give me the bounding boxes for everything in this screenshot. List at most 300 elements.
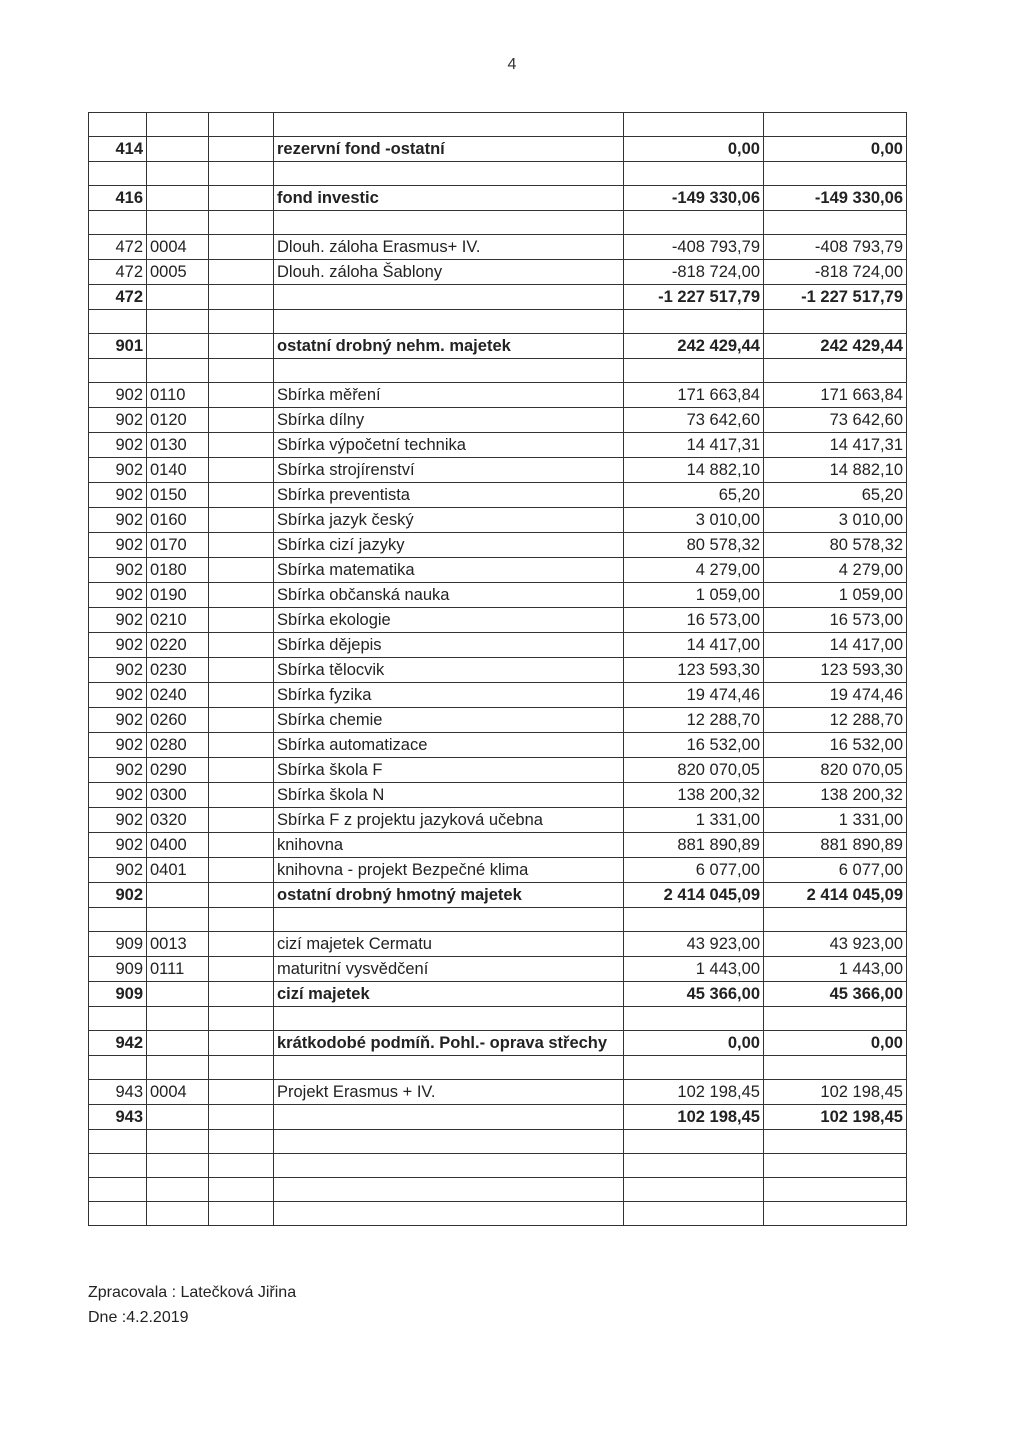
amount-cell	[764, 310, 907, 334]
amount-cell: 1 059,00	[624, 583, 764, 608]
account-cell: 902	[89, 383, 147, 408]
blank-row	[89, 1007, 907, 1031]
account-cell: 909	[89, 932, 147, 957]
description-cell: knihovna - projekt Bezpečné klima	[274, 858, 624, 883]
account-cell: 902	[89, 483, 147, 508]
empty-cell	[209, 211, 274, 235]
table-row	[89, 260, 907, 285]
amount-cell	[624, 359, 764, 383]
description-cell	[274, 1056, 624, 1080]
description-cell: Sbírka automatizace	[274, 733, 624, 758]
amount-cell: 138 200,32	[764, 783, 907, 808]
amount-cell: 16 532,00	[764, 733, 907, 758]
description-cell	[274, 1130, 624, 1154]
description-cell	[274, 211, 624, 235]
account-cell: 942	[89, 1031, 147, 1056]
amount-cell: 0,00	[624, 137, 764, 162]
empty-cell	[209, 982, 274, 1007]
amount-cell	[764, 908, 907, 932]
subaccount-cell: 0400	[147, 833, 209, 858]
subaccount-cell	[147, 1154, 209, 1178]
account-cell: 901	[89, 334, 147, 359]
total-row	[89, 186, 907, 211]
description-cell: Sbírka škola F	[274, 758, 624, 783]
table-row	[89, 932, 907, 957]
subaccount-cell: 0401	[147, 858, 209, 883]
amount-cell: -1 227 517,79	[764, 285, 907, 310]
description-cell	[274, 908, 624, 932]
empty-cell	[209, 833, 274, 858]
amount-cell: -149 330,06	[764, 186, 907, 211]
account-cell	[89, 1007, 147, 1031]
description-cell: fond investic	[274, 186, 624, 211]
empty-cell	[209, 558, 274, 583]
amount-cell: 1 331,00	[764, 808, 907, 833]
amount-cell: 14 417,00	[624, 633, 764, 658]
description-cell	[274, 1154, 624, 1178]
empty-cell	[209, 1130, 274, 1154]
account-cell: 902	[89, 758, 147, 783]
subaccount-cell	[147, 137, 209, 162]
amount-cell: 0,00	[764, 1031, 907, 1056]
empty-cell	[209, 260, 274, 285]
description-cell	[274, 285, 624, 310]
amount-cell	[764, 1154, 907, 1178]
empty-cell	[209, 334, 274, 359]
subaccount-cell: 0120	[147, 408, 209, 433]
amount-cell: -149 330,06	[624, 186, 764, 211]
subaccount-cell	[147, 1031, 209, 1056]
amount-cell: 820 070,05	[624, 758, 764, 783]
subaccount-cell	[147, 1007, 209, 1031]
description-cell: Sbírka dílny	[274, 408, 624, 433]
table-row	[89, 458, 907, 483]
account-cell	[89, 162, 147, 186]
document-date: Dne :4.2.2019	[88, 1309, 189, 1326]
subaccount-cell: 0150	[147, 483, 209, 508]
amount-cell: 14 417,31	[764, 433, 907, 458]
description-cell: maturitní vysvědčení	[274, 957, 624, 982]
description-cell: knihovna	[274, 833, 624, 858]
amount-cell: -408 793,79	[764, 235, 907, 260]
table-row	[89, 558, 907, 583]
amount-cell	[764, 359, 907, 383]
account-cell: 943	[89, 1080, 147, 1105]
blank-row	[89, 1178, 907, 1202]
total-row	[89, 982, 907, 1007]
account-cell: 902	[89, 783, 147, 808]
blank-row	[89, 310, 907, 334]
table-row	[89, 683, 907, 708]
amount-cell: 1 443,00	[624, 957, 764, 982]
total-row	[89, 1105, 907, 1130]
amount-cell	[764, 1202, 907, 1226]
description-cell: cizí majetek	[274, 982, 624, 1007]
table-row	[89, 533, 907, 558]
ledger-table	[88, 112, 907, 1226]
empty-cell	[209, 458, 274, 483]
table-row	[89, 235, 907, 260]
empty-cell	[209, 957, 274, 982]
account-cell: 902	[89, 533, 147, 558]
amount-cell: 2 414 045,09	[624, 883, 764, 908]
description-cell: Sbírka F z projektu jazyková učebna	[274, 808, 624, 833]
empty-cell	[209, 1202, 274, 1226]
amount-cell: 80 578,32	[764, 533, 907, 558]
description-cell: Sbírka matematika	[274, 558, 624, 583]
amount-cell: 4 279,00	[764, 558, 907, 583]
account-cell	[89, 1202, 147, 1226]
description-cell	[274, 1202, 624, 1226]
account-cell: 902	[89, 858, 147, 883]
amount-cell: 43 923,00	[764, 932, 907, 957]
amount-cell: 820 070,05	[764, 758, 907, 783]
description-cell: Sbírka měření	[274, 383, 624, 408]
empty-cell	[209, 858, 274, 883]
subaccount-cell	[147, 1105, 209, 1130]
amount-cell: 6 077,00	[764, 858, 907, 883]
empty-cell	[209, 408, 274, 433]
description-cell: rezervní fond -ostatní	[274, 137, 624, 162]
empty-cell	[209, 683, 274, 708]
blank-row	[89, 162, 907, 186]
amount-cell: -818 724,00	[764, 260, 907, 285]
account-cell: 902	[89, 408, 147, 433]
subaccount-cell: 0320	[147, 808, 209, 833]
description-cell: Sbírka fyzika	[274, 683, 624, 708]
amount-cell	[624, 310, 764, 334]
description-cell	[274, 1178, 624, 1202]
empty-cell	[209, 235, 274, 260]
empty-cell	[209, 1154, 274, 1178]
account-cell	[89, 113, 147, 137]
empty-cell	[209, 186, 274, 211]
empty-cell	[209, 1178, 274, 1202]
account-cell	[89, 310, 147, 334]
account-cell: 902	[89, 608, 147, 633]
amount-cell: 102 198,45	[624, 1105, 764, 1130]
table-row	[89, 483, 907, 508]
account-cell: 902	[89, 433, 147, 458]
subaccount-cell: 0130	[147, 433, 209, 458]
table-row	[89, 708, 907, 733]
description-cell	[274, 113, 624, 137]
amount-cell: 1 059,00	[764, 583, 907, 608]
subaccount-cell	[147, 1130, 209, 1154]
account-cell: 909	[89, 982, 147, 1007]
account-cell: 902	[89, 683, 147, 708]
amount-cell	[624, 908, 764, 932]
account-cell: 902	[89, 708, 147, 733]
description-cell: Sbírka jazyk český	[274, 508, 624, 533]
subaccount-cell: 0170	[147, 533, 209, 558]
subaccount-cell	[147, 1202, 209, 1226]
subaccount-cell: 0210	[147, 608, 209, 633]
table-row	[89, 383, 907, 408]
description-cell: Dlouh. záloha Šablony	[274, 260, 624, 285]
table-row	[89, 508, 907, 533]
amount-cell	[624, 1056, 764, 1080]
blank-row	[89, 1130, 907, 1154]
amount-cell: 881 890,89	[624, 833, 764, 858]
account-cell: 902	[89, 583, 147, 608]
description-cell: Sbírka škola N	[274, 783, 624, 808]
empty-cell	[209, 583, 274, 608]
subaccount-cell: 0190	[147, 583, 209, 608]
empty-cell	[209, 137, 274, 162]
total-row	[89, 1031, 907, 1056]
table-row	[89, 833, 907, 858]
description-cell	[274, 1007, 624, 1031]
subaccount-cell	[147, 359, 209, 383]
account-cell: 902	[89, 458, 147, 483]
subaccount-cell: 0290	[147, 758, 209, 783]
blank-row	[89, 908, 907, 932]
subaccount-cell: 0160	[147, 508, 209, 533]
amount-cell: 14 882,10	[764, 458, 907, 483]
account-cell: 902	[89, 633, 147, 658]
description-cell: Sbírka ekologie	[274, 608, 624, 633]
account-cell: 902	[89, 508, 147, 533]
empty-cell	[209, 608, 274, 633]
amount-cell: 19 474,46	[764, 683, 907, 708]
empty-cell	[209, 808, 274, 833]
subaccount-cell	[147, 982, 209, 1007]
amount-cell: 0,00	[624, 1031, 764, 1056]
amount-cell: 19 474,46	[624, 683, 764, 708]
empty-cell	[209, 483, 274, 508]
amount-cell: 881 890,89	[764, 833, 907, 858]
description-cell: Sbírka dějepis	[274, 633, 624, 658]
amount-cell	[624, 113, 764, 137]
table-row	[89, 658, 907, 683]
empty-cell	[209, 383, 274, 408]
amount-cell: 12 288,70	[764, 708, 907, 733]
amount-cell: 1 443,00	[764, 957, 907, 982]
subaccount-cell	[147, 883, 209, 908]
amount-cell	[624, 211, 764, 235]
empty-cell	[209, 359, 274, 383]
blank-row	[89, 211, 907, 235]
description-cell: cizí majetek Cermatu	[274, 932, 624, 957]
blank-row	[89, 1202, 907, 1226]
amount-cell: 171 663,84	[624, 383, 764, 408]
empty-cell	[209, 508, 274, 533]
blank-row	[89, 359, 907, 383]
subaccount-cell: 0005	[147, 260, 209, 285]
subaccount-cell: 0230	[147, 658, 209, 683]
blank-row	[89, 1154, 907, 1178]
table-row	[89, 608, 907, 633]
blank-row	[89, 1056, 907, 1080]
amount-cell: 1 331,00	[624, 808, 764, 833]
empty-cell	[209, 1031, 274, 1056]
subaccount-cell	[147, 113, 209, 137]
amount-cell: 123 593,30	[764, 658, 907, 683]
amount-cell: 102 198,45	[624, 1080, 764, 1105]
account-cell	[89, 211, 147, 235]
account-cell	[89, 359, 147, 383]
empty-cell	[209, 113, 274, 137]
description-cell: Sbírka strojírenství	[274, 458, 624, 483]
subaccount-cell	[147, 211, 209, 235]
subaccount-cell	[147, 334, 209, 359]
subaccount-cell: 0260	[147, 708, 209, 733]
empty-cell	[209, 908, 274, 932]
subaccount-cell	[147, 1056, 209, 1080]
description-cell: ostatní drobný nehm. majetek	[274, 334, 624, 359]
amount-cell	[764, 211, 907, 235]
table-row	[89, 957, 907, 982]
account-cell: 902	[89, 733, 147, 758]
table-row	[89, 633, 907, 658]
empty-cell	[209, 433, 274, 458]
empty-cell	[209, 162, 274, 186]
amount-cell: 80 578,32	[624, 533, 764, 558]
amount-cell	[624, 1007, 764, 1031]
amount-cell: 14 417,31	[624, 433, 764, 458]
amount-cell: 14 882,10	[624, 458, 764, 483]
empty-cell	[209, 1080, 274, 1105]
amount-cell: 102 198,45	[764, 1105, 907, 1130]
amount-cell: 242 429,44	[624, 334, 764, 359]
empty-cell	[209, 883, 274, 908]
amount-cell: 73 642,60	[764, 408, 907, 433]
subaccount-cell	[147, 162, 209, 186]
subaccount-cell: 0220	[147, 633, 209, 658]
empty-cell	[209, 758, 274, 783]
account-cell: 943	[89, 1105, 147, 1130]
description-cell: Sbírka občanská nauka	[274, 583, 624, 608]
description-cell	[274, 310, 624, 334]
empty-cell	[209, 285, 274, 310]
account-cell: 414	[89, 137, 147, 162]
account-cell: 902	[89, 808, 147, 833]
empty-cell	[209, 533, 274, 558]
amount-cell: 16 573,00	[764, 608, 907, 633]
table-row	[89, 583, 907, 608]
empty-cell	[209, 310, 274, 334]
description-cell	[274, 162, 624, 186]
amount-cell: -1 227 517,79	[624, 285, 764, 310]
amount-cell: 65,20	[624, 483, 764, 508]
amount-cell	[624, 1130, 764, 1154]
amount-cell: 45 366,00	[764, 982, 907, 1007]
amount-cell	[764, 162, 907, 186]
subaccount-cell	[147, 1178, 209, 1202]
amount-cell: 6 077,00	[624, 858, 764, 883]
empty-cell	[209, 783, 274, 808]
prepared-by: Zpracovala : Latečková Jiřina	[88, 1284, 297, 1301]
table-row	[89, 1080, 907, 1105]
amount-cell: 45 366,00	[624, 982, 764, 1007]
amount-cell	[624, 1154, 764, 1178]
empty-cell	[209, 932, 274, 957]
amount-cell	[764, 1007, 907, 1031]
empty-cell	[209, 1056, 274, 1080]
table-row	[89, 433, 907, 458]
amount-cell	[624, 162, 764, 186]
amount-cell: 123 593,30	[624, 658, 764, 683]
description-cell: krátkodobé podmíň. Pohl.- oprava střechy	[274, 1031, 624, 1056]
account-cell: 909	[89, 957, 147, 982]
subaccount-cell: 0280	[147, 733, 209, 758]
amount-cell: 65,20	[764, 483, 907, 508]
amount-cell: 2 414 045,09	[764, 883, 907, 908]
total-row	[89, 285, 907, 310]
amount-cell: 3 010,00	[764, 508, 907, 533]
ledger-body	[89, 113, 907, 1226]
empty-cell	[209, 1105, 274, 1130]
description-cell: Sbírka cizí jazyky	[274, 533, 624, 558]
account-cell	[89, 1056, 147, 1080]
amount-cell	[624, 1178, 764, 1202]
table-row	[89, 733, 907, 758]
subaccount-cell: 0180	[147, 558, 209, 583]
blank-row	[89, 113, 907, 137]
total-row	[89, 137, 907, 162]
amount-cell	[764, 1178, 907, 1202]
total-row	[89, 883, 907, 908]
amount-cell	[764, 1130, 907, 1154]
amount-cell	[764, 113, 907, 137]
subaccount-cell: 0300	[147, 783, 209, 808]
amount-cell: 138 200,32	[624, 783, 764, 808]
description-cell	[274, 1105, 624, 1130]
account-cell: 902	[89, 883, 147, 908]
table-row	[89, 758, 907, 783]
description-cell: Sbírka výpočetní technika	[274, 433, 624, 458]
description-cell: Sbírka tělocvik	[274, 658, 624, 683]
subaccount-cell: 0240	[147, 683, 209, 708]
amount-cell: 16 573,00	[624, 608, 764, 633]
account-cell: 902	[89, 833, 147, 858]
empty-cell	[209, 708, 274, 733]
description-cell: ostatní drobný hmotný majetek	[274, 883, 624, 908]
amount-cell	[624, 1202, 764, 1226]
account-cell: 902	[89, 558, 147, 583]
description-cell: Dlouh. záloha Erasmus+ IV.	[274, 235, 624, 260]
subaccount-cell	[147, 908, 209, 932]
account-cell	[89, 908, 147, 932]
description-cell: Sbírka chemie	[274, 708, 624, 733]
empty-cell	[209, 733, 274, 758]
account-cell	[89, 1178, 147, 1202]
description-cell: Sbírka preventista	[274, 483, 624, 508]
account-cell	[89, 1154, 147, 1178]
subaccount-cell	[147, 186, 209, 211]
empty-cell	[209, 633, 274, 658]
amount-cell: 12 288,70	[624, 708, 764, 733]
amount-cell: 73 642,60	[624, 408, 764, 433]
amount-cell: 171 663,84	[764, 383, 907, 408]
amount-cell	[764, 1056, 907, 1080]
subaccount-cell: 0111	[147, 957, 209, 982]
account-cell: 472	[89, 285, 147, 310]
amount-cell: -408 793,79	[624, 235, 764, 260]
subaccount-cell	[147, 310, 209, 334]
amount-cell: 43 923,00	[624, 932, 764, 957]
description-cell: Projekt Erasmus + IV.	[274, 1080, 624, 1105]
subaccount-cell: 0110	[147, 383, 209, 408]
amount-cell: 0,00	[764, 137, 907, 162]
empty-cell	[209, 1007, 274, 1031]
subaccount-cell: 0004	[147, 1080, 209, 1105]
table-row	[89, 808, 907, 833]
amount-cell: 4 279,00	[624, 558, 764, 583]
account-cell: 416	[89, 186, 147, 211]
subaccount-cell: 0140	[147, 458, 209, 483]
